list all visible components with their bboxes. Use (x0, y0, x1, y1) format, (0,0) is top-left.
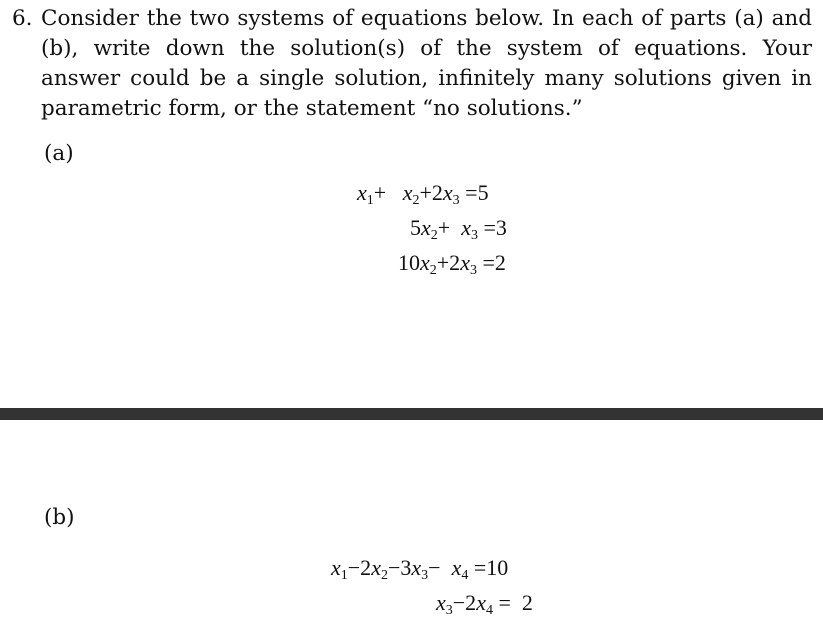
part-a-rhs-2: 3 (495, 215, 507, 240)
part-a-equation-2: $5x_2+ x_3 =3$ (410, 215, 507, 243)
part-b-rhs-2: 2 (521, 590, 533, 615)
problem-statement (12, 4, 812, 124)
part-b-equation-1: $x_1-2x_2-3x_3- x_4 =10$ (331, 555, 509, 583)
part-a-equation-1: $x_1+ x_2+2x_3 =5$ (357, 180, 489, 208)
part-a-label: (a) (44, 141, 74, 166)
part-b-label: (b) (44, 505, 75, 530)
part-a-rhs-1: 5 (477, 180, 489, 205)
part-b-equation-2: $x_3-2x_4 = 2$ (436, 590, 533, 618)
problem-number: 6. (12, 6, 33, 31)
part-b-rhs-1: 10 (486, 555, 509, 580)
problem-text: Consider the two systems of equations below. In each of parts (a) and (b), write down the solution(s) of the system of equations. Your answer could be a single solution, infinitely many solutions given in parametric form, or the statement “no solutions.” (41, 6, 812, 121)
section-divider (0, 408, 823, 420)
part-a-rhs-3: 2 (494, 250, 506, 275)
part-a-equation-3: $10x_2+2x_3 =2$ (398, 250, 506, 278)
